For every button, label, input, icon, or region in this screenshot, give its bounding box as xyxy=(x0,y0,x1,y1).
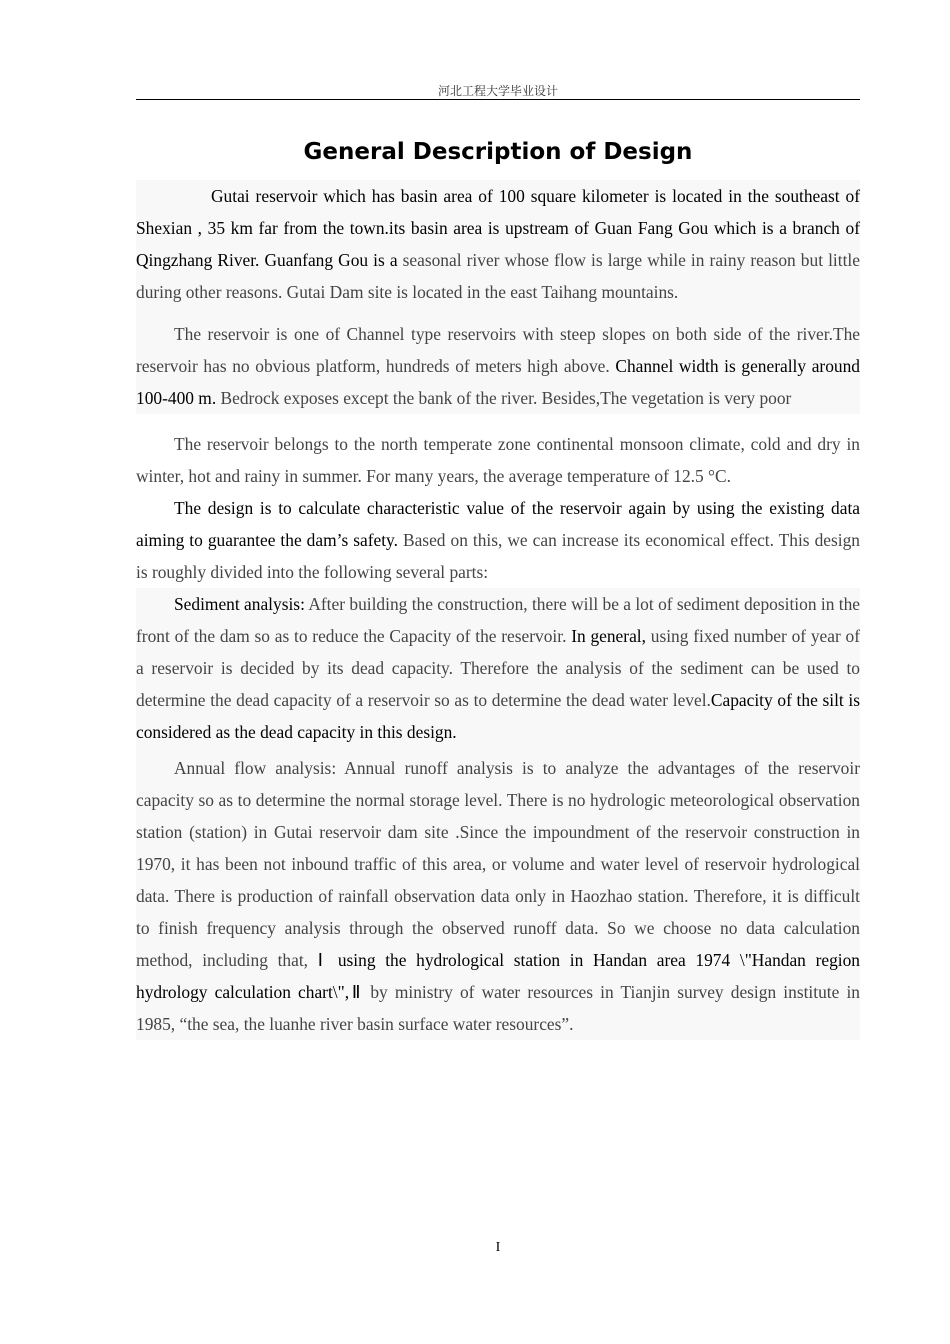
paragraph-annual-flow: Annual flow analysis: Annual runoff analysis is to analyze the advantages of the reservoir capacity so as to determine the normal storage level. There is no hydrologic meteorological observation station (station) in Gutai reservoir dam site .Since the impoundment of the reservoir construction in 1970, it has been not inbound traffic of this area, or volume and water level of reservoir hydrological data. There is production of rainfall observation data only in Haozhao station. Therefore, it is difficult to finish frequency analysis through the observed runoff data. So we choose no data calculation method, including that, Ⅰ using the hydrological station in Handan area 1974 \"Handan region hydrology calculation chart\",Ⅱ by ministry of water resources in Tianjin survey design institute in 1985, “the sea, the luanhe river basin surface water resources”. xyxy=(136,758,860,1034)
paragraph-design-aim: The design is to calculate characteristic value of the reservoir again by using the existing data aiming to guarantee the dam’s safety. Based on this, we can increase its economical effect. This design is roughly divided into the following several parts: xyxy=(136,498,860,582)
page-number: I xyxy=(495,1240,501,1255)
highlighted-section-1 xyxy=(136,180,860,414)
page-title: General Description of Design xyxy=(303,139,693,165)
highlighted-section-2 xyxy=(136,588,860,1040)
page-header: 河北工程大学毕业设计 xyxy=(437,84,558,98)
document-body xyxy=(136,180,860,1040)
paragraph-channel: The reservoir is one of Channel type reservoirs with steep slopes on both side of the river.The reservoir has no obvious platform, hundreds of meters high above. Channel width is generally around 100-400 m. Bedrock exposes except the bank of the river. Besides,The vegetation is very poor xyxy=(136,324,861,408)
header-divider xyxy=(136,99,860,100)
paragraph-basin: Gutai reservoir which has basin area of 100 square kilometer is located in the southeast of Shexian , 35 km far from the town.its basin area is upstream of Guan Fang Gou which is a branch of Qingzhang River. Guanfang Gou is a seasonal river whose flow is large while in rainy reason but little during other reasons. Gutai Dam site is located in the east Taihang mountains. xyxy=(136,186,860,302)
paragraph-climate: The reservoir belongs to the north temperate zone continental monsoon climate, cold and dry in winter, hot and rainy in summer. For many years, the average temperature of 12.5 °C. xyxy=(136,434,860,486)
paragraph-sediment: Sediment analysis: After building the construction, there will be a lot of sediment deposition in the front of the dam so as to reduce the Capacity of the reservoir. In general, using fixed number of year of a reservoir is decided by its dead capacity. Therefore the analysis of the sediment can be used to determine the dead capacity of a reservoir so as to determine the dead water level.Capacity of the silt is considered as the dead capacity in this design. xyxy=(136,594,861,742)
